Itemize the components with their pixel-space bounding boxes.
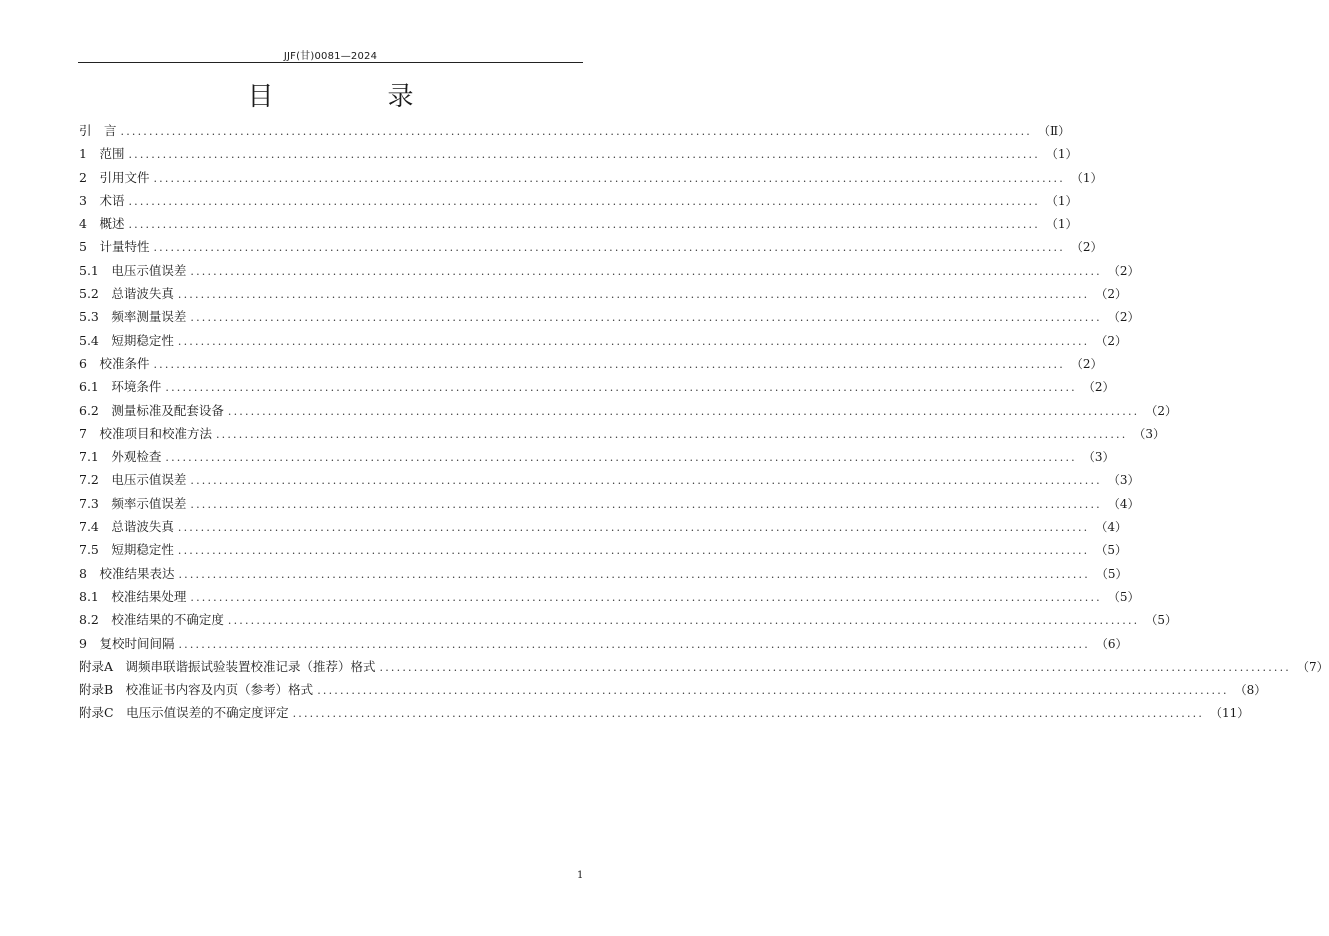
dot-leader: ................................................................................................................................................................ (153, 357, 1065, 371)
dot-leader: ................................................................................................................................................................ (177, 288, 1090, 302)
table-of-contents (79, 119, 1329, 725)
toc-entry-page: （Ⅱ） (1037, 124, 1071, 138)
toc-entry[interactable] (79, 189, 1078, 212)
toc-entry-label: 附录B 校准证书内容及内页（参考）格式 (79, 682, 314, 698)
toc-entry-label: 7 校准项目和校准方法 (79, 425, 212, 441)
toc-entry-page: （2） (1107, 263, 1140, 278)
dot-leader: ................................................................................................................................................................ (379, 660, 1291, 674)
toc-entry[interactable] (79, 375, 1115, 398)
toc-entry-label: 1 范围 (79, 146, 125, 162)
toc-entry-page: （5） (1107, 589, 1140, 604)
toc-entry-page: （1） (1045, 217, 1078, 232)
dot-leader: ................................................................................................................................................................ (292, 707, 1205, 721)
toc-entry-page: （2） (1095, 287, 1127, 302)
page-title: 目 录 (247, 82, 458, 112)
dot-leader: ................................................................................................................................................................ (165, 451, 1077, 465)
toc-entry[interactable] (79, 259, 1140, 282)
toc-entry[interactable] (79, 166, 1103, 189)
toc-entry[interactable] (79, 538, 1127, 561)
dot-leader: ................................................................................................................................................................ (227, 614, 1140, 628)
toc-entry[interactable] (79, 399, 1177, 422)
toc-entry-page: （3） (1107, 473, 1140, 488)
toc-entry-label: 附录A 调频串联谐振试验装置校准记录（推荐）格式 (79, 658, 376, 674)
toc-entry-label: 4 概述 (79, 216, 125, 232)
toc-entry-label: 5.4 短期稳定性 (79, 332, 174, 348)
toc-entry-label: 8 校准结果表达 (79, 565, 175, 581)
dot-leader: ................................................................................................................................................................ (227, 404, 1140, 418)
toc-entry-page: （1） (1070, 170, 1103, 185)
toc-entry-page: （5） (1145, 613, 1177, 628)
toc-entry-page: （4） (1095, 520, 1127, 535)
toc-entry[interactable] (79, 492, 1140, 515)
toc-entry[interactable] (79, 515, 1127, 538)
toc-entry-page: （8） (1234, 683, 1267, 698)
toc-entry-page: （2） (1070, 356, 1103, 371)
toc-entry-page: （2） (1145, 403, 1177, 418)
toc-entry-page: （3） (1082, 450, 1115, 465)
dot-leader: ................................................................................................................................................................ (128, 194, 1040, 208)
dot-leader: ................................................................................................................................................................ (190, 590, 1102, 604)
toc-entry-label: 6.1 环境条件 (79, 379, 162, 395)
toc-entry-page: （2） (1095, 333, 1127, 348)
dot-leader: ................................................................................................................................................................ (177, 334, 1090, 348)
toc-entry[interactable] (79, 655, 1329, 678)
toc-entry-label: 7.5 短期稳定性 (79, 542, 174, 558)
dot-leader: ................................................................................................................................................................ (128, 148, 1040, 162)
dot-leader: ................................................................................................................................................................ (153, 171, 1065, 185)
toc-entry-label: 5 计量特性 (79, 239, 150, 255)
toc-entry[interactable] (79, 422, 1166, 445)
toc-entry[interactable] (79, 468, 1140, 491)
toc-entry[interactable] (79, 142, 1078, 165)
toc-entry[interactable] (79, 678, 1267, 701)
toc-entry[interactable] (79, 632, 1128, 655)
dot-leader: ................................................................................................................................................................ (177, 521, 1090, 535)
toc-entry-label: 9 复校时间间隔 (79, 635, 175, 651)
dot-leader: ................................................................................................................................................................ (153, 241, 1065, 255)
toc-entry[interactable] (79, 445, 1115, 468)
toc-entry[interactable] (79, 212, 1078, 235)
dot-leader: ................................................................................................................................................................ (178, 637, 1090, 651)
toc-entry-page: （2） (1082, 380, 1115, 395)
toc-entry[interactable] (79, 329, 1127, 352)
toc-entry-page: （2） (1107, 310, 1140, 325)
dot-leader: ................................................................................................................................................................ (178, 567, 1090, 581)
dot-leader: ................................................................................................................................................................ (190, 474, 1102, 488)
dot-leader: ................................................................................................................................................................ (190, 311, 1102, 325)
standard-code-header: JJF(甘)0081—2024 (283, 51, 378, 62)
toc-entry[interactable] (79, 305, 1140, 328)
header-divider (78, 62, 583, 63)
toc-entry-label: 6.2 测量标准及配套设备 (79, 402, 224, 418)
toc-entry[interactable] (79, 119, 1071, 142)
toc-entry-page: （3） (1133, 426, 1166, 441)
toc-entry-page: （4） (1107, 496, 1140, 511)
toc-entry[interactable] (79, 352, 1103, 375)
toc-entry-label: 7.4 总谐波失真 (79, 519, 174, 535)
toc-entry-page: （6） (1095, 636, 1128, 651)
toc-entry-page: （5） (1095, 566, 1128, 581)
toc-entry-label: 7.3 频率示值误差 (79, 495, 187, 511)
toc-entry-label: 5.3 频率测量误差 (79, 309, 187, 325)
toc-entry[interactable] (79, 235, 1103, 258)
dot-leader: ................................................................................................................................................................ (128, 218, 1040, 232)
toc-entry[interactable] (79, 282, 1127, 305)
toc-entry-page: （11） (1210, 706, 1250, 721)
toc-entry-label: 6 校准条件 (79, 355, 150, 371)
toc-entry-label: 引 言 (79, 123, 117, 138)
page-number: 1 (577, 870, 584, 881)
toc-entry-page: （1） (1045, 193, 1078, 208)
toc-entry-page: （2） (1070, 240, 1103, 255)
dot-leader: ................................................................................................................................................................ (190, 264, 1102, 278)
dot-leader: ................................................................................................................................................................ (165, 381, 1077, 395)
toc-entry-label: 2 引用文件 (79, 169, 150, 185)
toc-entry[interactable] (79, 562, 1128, 585)
toc-entry-label: 7.1 外观检查 (79, 449, 162, 465)
toc-entry-label: 附录C 电压示值误差的不确定度评定 (79, 705, 289, 721)
toc-entry-page: （7） (1296, 659, 1329, 674)
toc-entry-label: 7.2 电压示值误差 (79, 472, 187, 488)
toc-entry-page: （1） (1045, 147, 1078, 162)
toc-entry[interactable] (79, 585, 1140, 608)
dot-leader: ................................................................................................................................................................ (190, 497, 1102, 511)
toc-entry[interactable] (79, 701, 1250, 724)
dot-leader: ................................................................................................................................................................ (317, 684, 1229, 698)
toc-entry-label: 8.2 校准结果的不确定度 (79, 612, 224, 628)
toc-entry-label: 8.1 校准结果处理 (79, 588, 187, 604)
toc-entry-label: 5.1 电压示值误差 (79, 262, 187, 278)
toc-entry-page: （5） (1095, 543, 1127, 558)
toc-entry-label: 5.2 总谐波失真 (79, 286, 174, 302)
dot-leader: ................................................................................................................................................................ (215, 427, 1128, 441)
toc-entry[interactable] (79, 608, 1177, 631)
toc-entry-label: 3 术语 (79, 192, 125, 208)
dot-leader: ................................................................................................................................................................ (177, 544, 1090, 558)
dot-leader: ................................................................................................................................................................ (120, 125, 1032, 138)
